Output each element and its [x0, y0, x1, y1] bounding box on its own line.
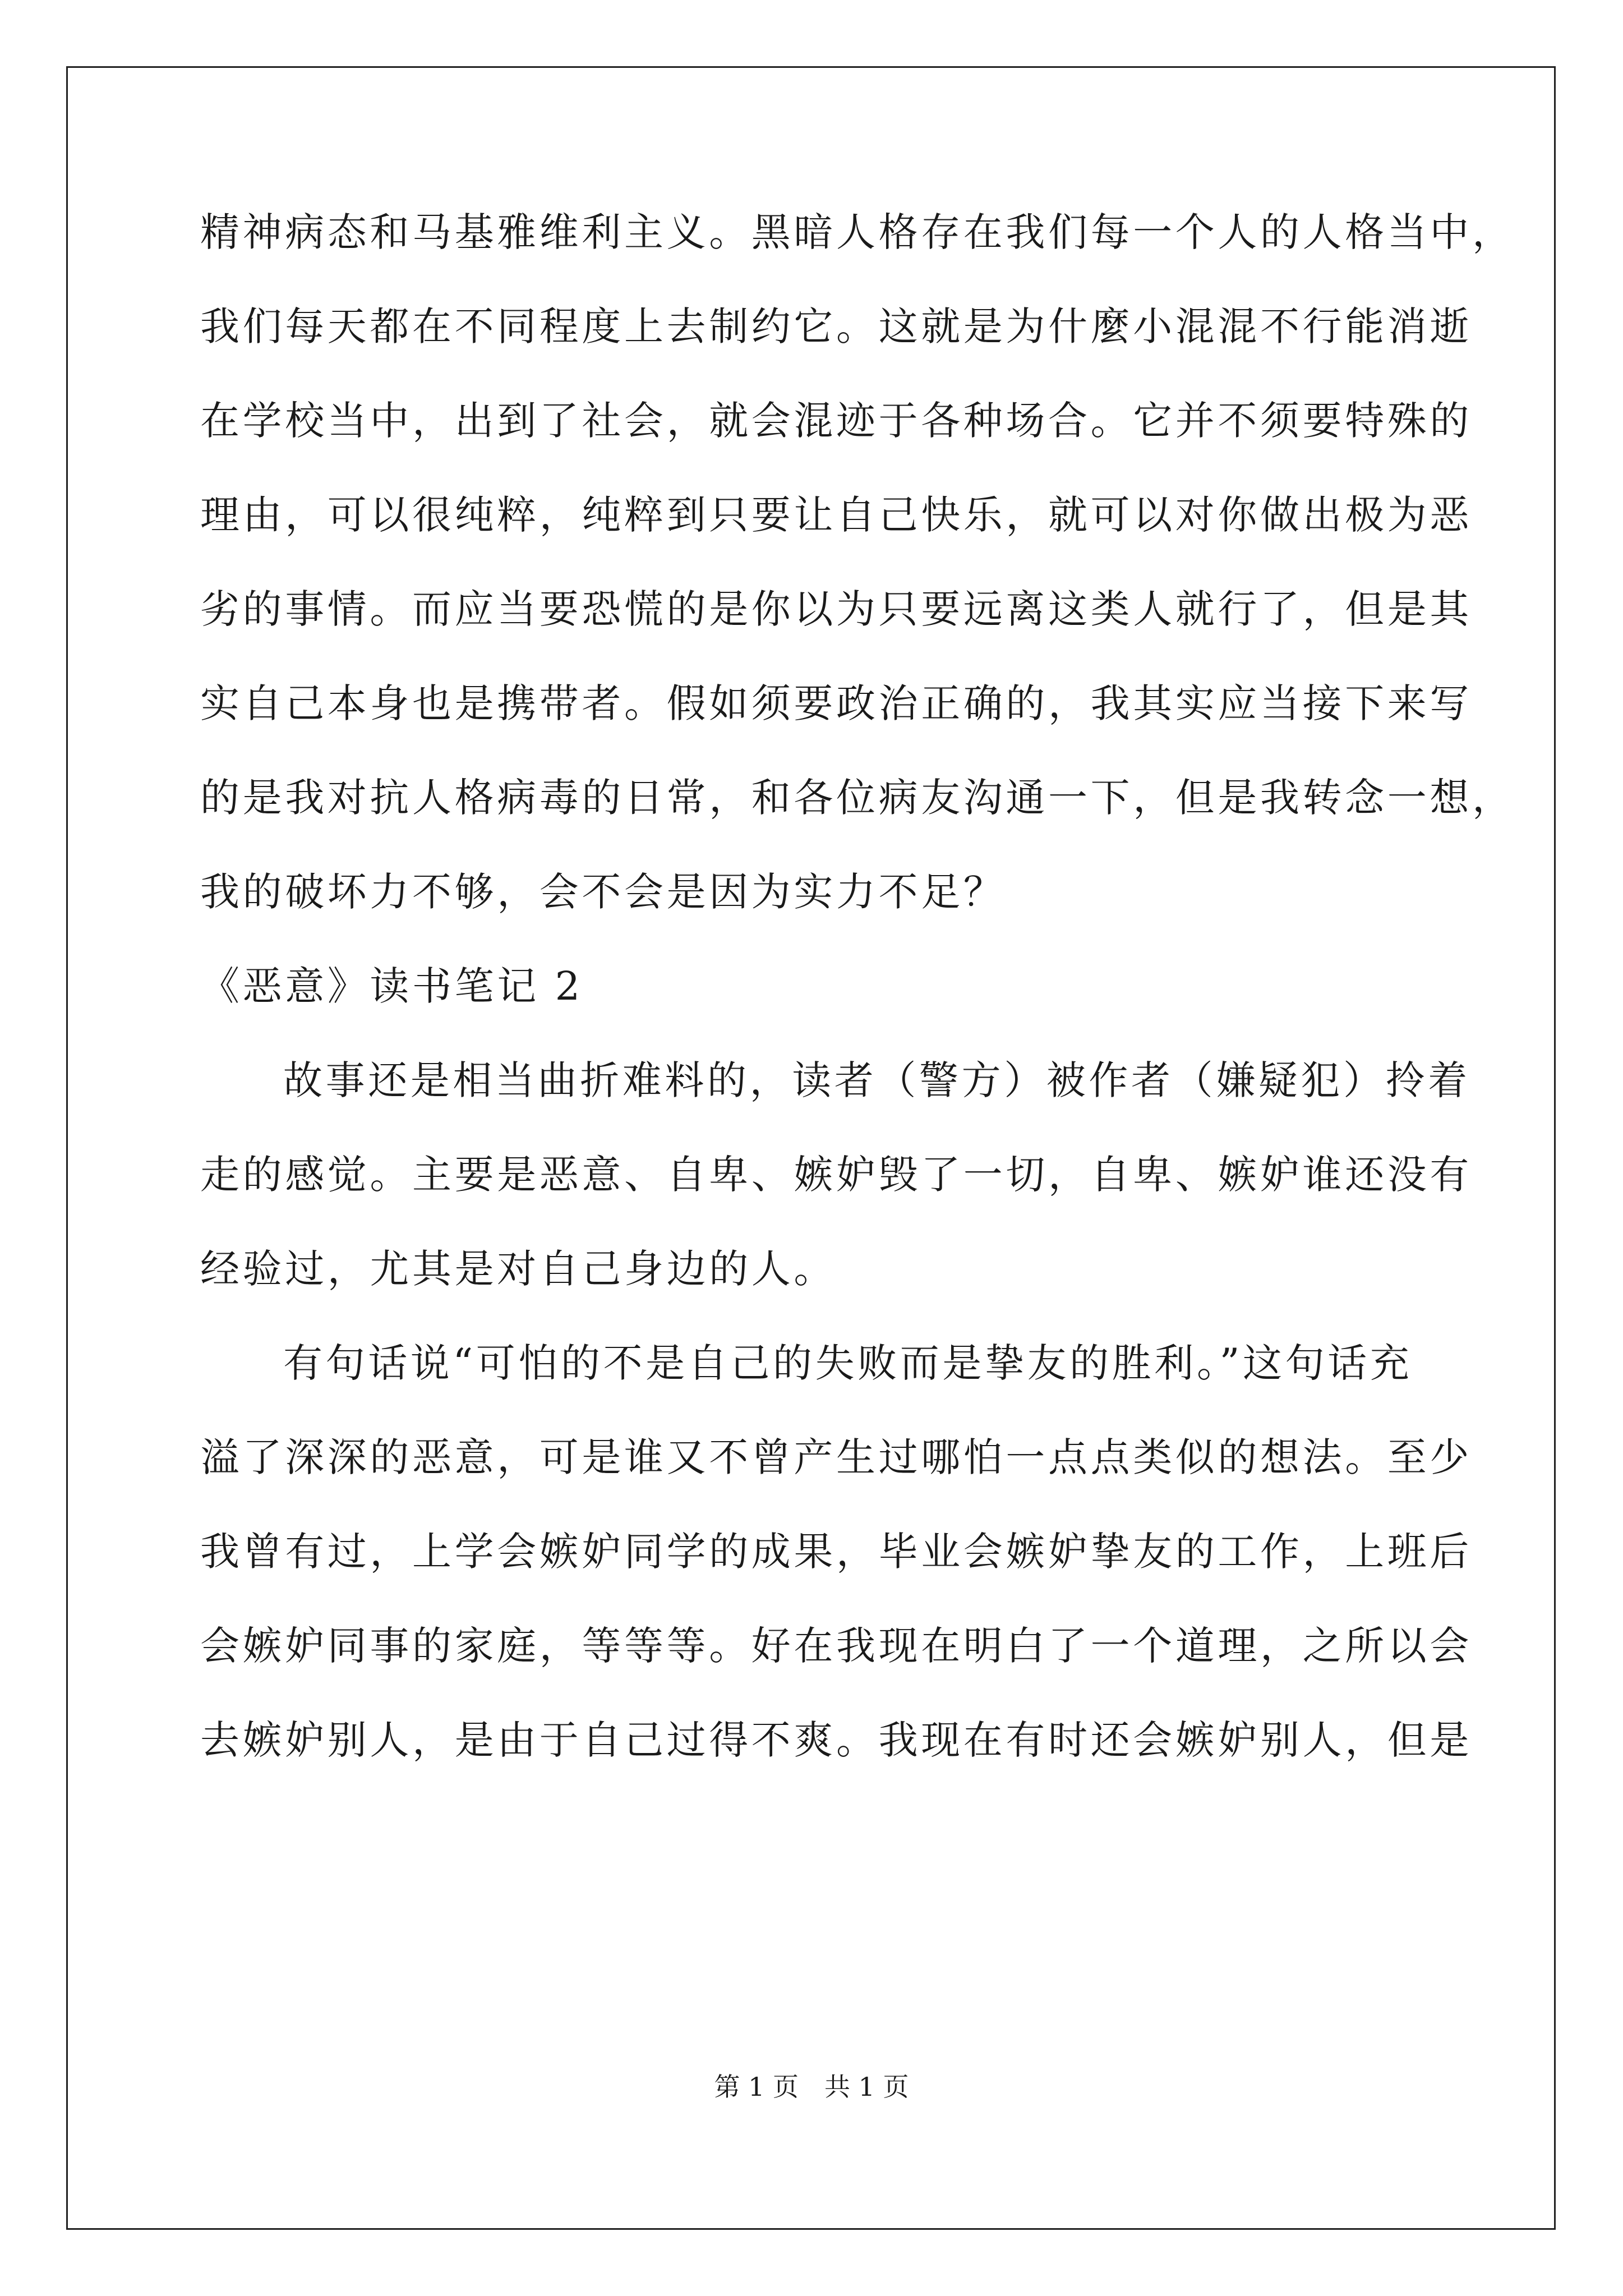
section-heading: 《恶意》读书笔记 2	[200, 963, 583, 1009]
text-line: 我的破坏力不够，会不会是因为实力不足？	[200, 869, 1006, 915]
text-line: 我曾有过，上学会嫉妒同学的成果，毕业会嫉妒挚友的工作，上班后	[200, 1529, 1472, 1575]
text-line: 走的感觉。主要是恶意、自卑、嫉妒毁了一切，自卑、嫉妒谁还没有	[200, 1152, 1472, 1198]
text-line: 故事还是相当曲折难料的，读者（警方）被作者（嫌疑犯）拎着	[283, 1057, 1470, 1103]
text-line: 有句话说“可怕的不是自己的失败而是挚友的胜利。”这句话充	[283, 1340, 1413, 1386]
text-line: 去嫉妒别人，是由于自己过得不爽。我现在有时还会嫉妒别人，但是	[200, 1717, 1472, 1763]
page-total: 共 1 页	[824, 2072, 909, 2102]
text-line: 理由，可以很纯粹，纯粹到只要让自己快乐，就可以对你做出极为恶	[200, 492, 1472, 538]
text-line: 实自己本身也是携带者。假如须要政治正确的，我其实应当接下来写	[200, 680, 1472, 726]
text-line: 劣的事情。而应当要恐慌的是你以为只要远离这类人就行了，但是其	[200, 586, 1472, 632]
text-line: 经验过，尤其是对自己身边的人。	[200, 1246, 836, 1292]
text-line: 的是我对抗人格病毒的日常，和各位病友沟通一下，但是我转念一想，	[200, 775, 1515, 821]
text-line: 精神病态和马基雅维利主义。黑暗人格存在我们每一个人的人格当中，	[200, 209, 1515, 255]
page-footer	[0, 2070, 1623, 2104]
document-body	[200, 185, 1515, 1787]
text-line: 我们每天都在不同程度上去制约它。这就是为什麼小混混不行能消逝	[200, 303, 1472, 349]
text-line: 会嫉妒同事的家庭，等等等。好在我现在明白了一个道理，之所以会	[200, 1623, 1472, 1669]
text-line: 在学校当中，出到了社会，就会混迹于各种场合。它并不须要特殊的	[200, 398, 1472, 444]
page-number: 第 1 页	[714, 2072, 799, 2102]
text-line: 溢了深深的恶意，可是谁又不曾产生过哪怕一点点类似的想法。至少	[200, 1434, 1472, 1480]
